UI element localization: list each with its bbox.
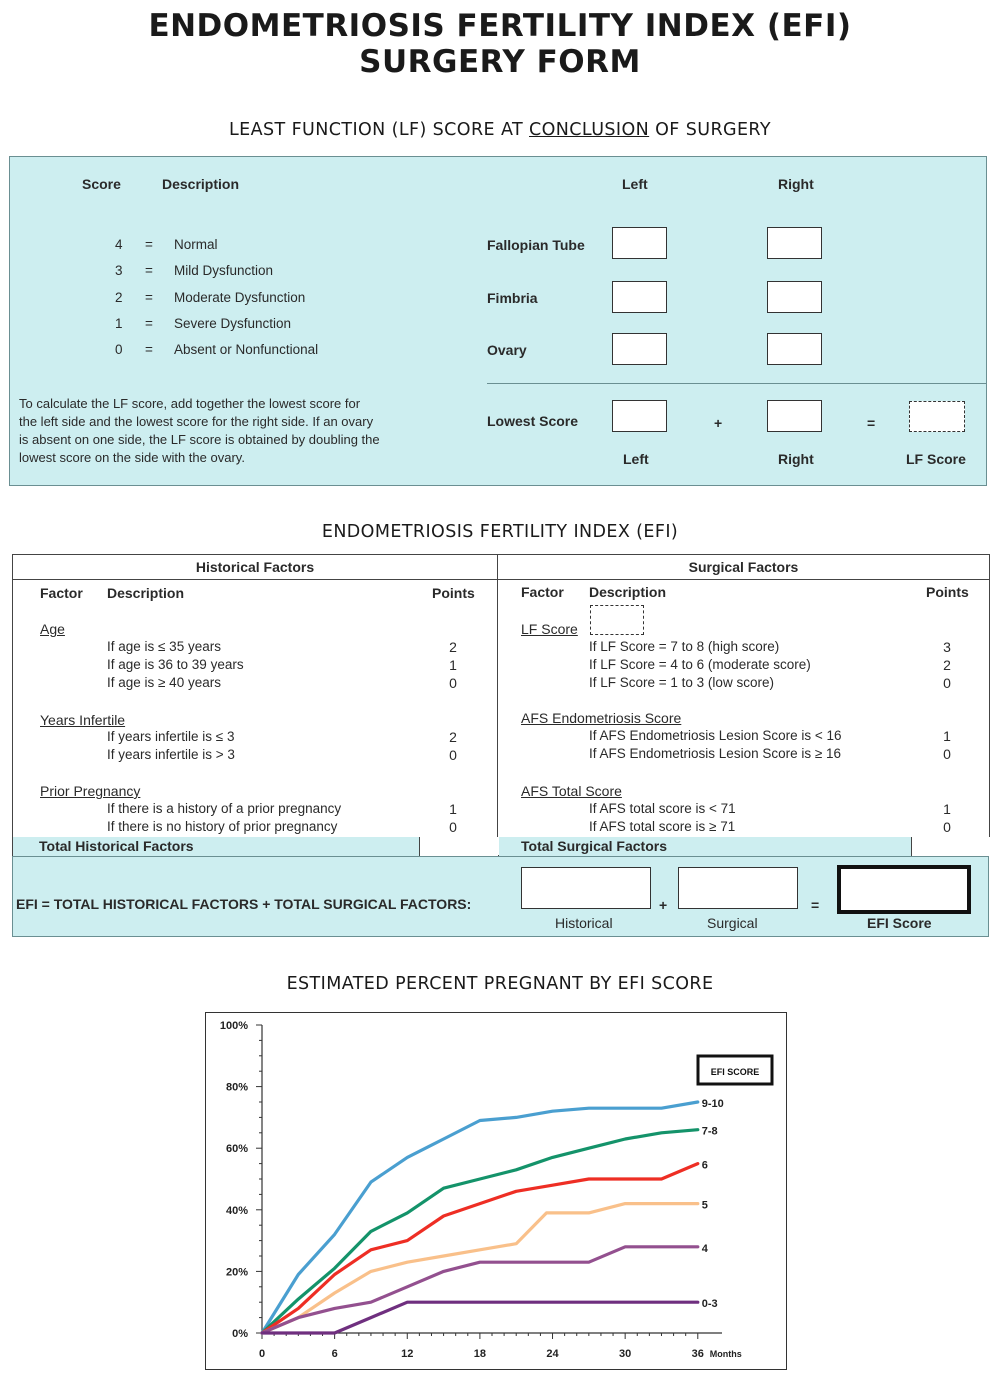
surgical-col-points: Points <box>926 584 969 600</box>
factor-lf-score: LF Score <box>521 621 578 637</box>
efi-score-input[interactable] <box>837 865 971 914</box>
series-label-0-3: 0-3 <box>701 1298 718 1311</box>
efi-section-heading: ENDOMETRIOSIS FERTILITY INDEX (EFI) <box>321 522 679 542</box>
fallopian-tube-right-input[interactable] <box>767 227 822 259</box>
ovary-right-input[interactable] <box>767 333 822 365</box>
factor-description: If there is no history of prior pregnancy <box>107 819 338 834</box>
efi-header-divider <box>13 579 989 580</box>
historical-col-points: Points <box>432 585 475 601</box>
organ-fimbria: Fimbria <box>487 290 538 306</box>
organ-ovary: Ovary <box>487 342 527 358</box>
lf-instructions <box>19 395 380 467</box>
efi-historical-label: Historical <box>555 915 613 931</box>
x-tick-label: 0 <box>258 1348 266 1360</box>
factor-description: If age is ≥ 40 years <box>107 675 221 690</box>
score-num: 2 <box>115 290 123 305</box>
factor-points: 3 <box>943 639 951 655</box>
score-eq: = <box>145 316 153 331</box>
score-desc: Moderate Dysfunction <box>174 290 306 305</box>
score-desc: Mild Dysfunction <box>174 263 274 278</box>
score-num: 1 <box>115 316 123 331</box>
factor-points: 2 <box>449 729 457 745</box>
lf-heading-text: LEAST FUNCTION (LF) SCORE AT <box>229 120 530 140</box>
efi-historical-input[interactable] <box>521 867 651 909</box>
series-line-5 <box>262 1204 698 1333</box>
efi-surgical-input[interactable] <box>678 867 798 909</box>
chart-title: ESTIMATED PERCENT PREGNANT BY EFI SCORE <box>286 974 714 994</box>
total-surgical-factors-input[interactable] <box>911 837 990 856</box>
lf-divider <box>487 383 986 384</box>
legend-title: EFI SCORE <box>710 1067 760 1077</box>
factor-age: Age <box>40 621 65 637</box>
lf-plus-sign: + <box>714 415 723 431</box>
lf-section-heading <box>0 120 1000 140</box>
surgical-col-factor: Factor <box>521 584 564 600</box>
lowest-score-left-input[interactable] <box>612 400 667 432</box>
lf-equals-sign: = <box>867 415 876 431</box>
lowest-score-label: Lowest Score <box>487 413 579 429</box>
factor-description: If LF Score = 7 to 8 (high score) <box>589 639 780 654</box>
y-tick-label: 60% <box>225 1143 248 1156</box>
x-tick-label: 24 <box>546 1348 559 1360</box>
total-surgical-factors-label: Total Surgical Factors <box>499 837 911 856</box>
lowest-score-right-input[interactable] <box>767 400 822 432</box>
factor-points: 2 <box>449 639 457 655</box>
series-line-4 <box>262 1247 698 1333</box>
historical-factors-title: Historical Factors <box>195 559 315 575</box>
factor-years-infertile: Years Infertile <box>40 712 126 728</box>
lf-instructions-line: lowest score on the side with the ovary. <box>19 450 245 465</box>
efi-column-divider <box>497 555 498 855</box>
factor-description: If AFS Endometriosis Lesion Score is < 16 <box>589 728 842 743</box>
page-title-line2: SURGERY FORM <box>359 44 641 80</box>
score-num: 3 <box>115 263 123 278</box>
factor-description: If years infertile is > 3 <box>107 747 235 762</box>
lf-col-score: Score <box>82 176 121 192</box>
lf-heading-underlined: CONCLUSION <box>529 120 650 140</box>
factor-points: 0 <box>449 747 457 763</box>
pregnancy-chart <box>206 1013 786 1369</box>
factor-description: If age is ≤ 35 years <box>107 639 221 654</box>
factor-description: If LF Score = 1 to 3 (low score) <box>589 675 774 690</box>
x-axis-label: Months <box>709 1349 742 1359</box>
factor-description: If years infertile is ≤ 3 <box>107 729 235 744</box>
x-tick-label: 18 <box>473 1348 487 1360</box>
lf-col-left: Left <box>622 176 648 192</box>
lf-panel <box>9 156 987 486</box>
x-tick-label: 30 <box>619 1348 632 1360</box>
factor-description: If AFS total score is < 71 <box>589 801 736 816</box>
score-desc: Normal <box>174 237 218 252</box>
factor-points: 0 <box>449 819 457 835</box>
efi-factors-table <box>12 554 990 856</box>
score-eq: = <box>145 237 153 252</box>
lf-instructions-line: the left side and the lowest score for the right side. If an ovary <box>19 414 374 429</box>
factor-points: 0 <box>449 675 457 691</box>
factor-afs-total-score: AFS Total Score <box>521 783 622 799</box>
series-label-5: 5 <box>701 1199 708 1212</box>
y-tick-label: 100% <box>219 1020 248 1032</box>
factor-prior-pregnancy: Prior Pregnancy <box>40 783 141 799</box>
lf-instructions-line: To calculate the LF score, add together the lowest score for <box>19 396 361 411</box>
lf-instructions-line: is absent on one side, the LF score is obtained by doubling the <box>19 432 380 447</box>
lf-col-right: Right <box>778 176 814 192</box>
series-label-7-8: 7-8 <box>701 1125 718 1138</box>
chart-frame <box>205 1012 787 1370</box>
series-label-4: 4 <box>701 1242 708 1255</box>
score-num: 0 <box>115 342 123 357</box>
lf-score-label: LF Score <box>906 451 966 467</box>
total-historical-factors-input[interactable] <box>419 837 498 856</box>
score-eq: = <box>145 263 153 278</box>
y-tick-label: 80% <box>225 1081 248 1094</box>
factor-points: 1 <box>943 801 951 817</box>
efi-plus-sign: + <box>659 897 668 913</box>
organ-fallopian-tube: Fallopian Tube <box>487 237 585 253</box>
efi-equals-sign: = <box>811 897 820 913</box>
ovary-left-input[interactable] <box>612 333 667 365</box>
score-desc: Severe Dysfunction <box>174 316 292 331</box>
efi-formula-text: EFI = TOTAL HISTORICAL FACTORS + TOTAL SURGICAL FACTORS: <box>16 896 472 912</box>
factor-points: 1 <box>449 801 457 817</box>
fimbria-right-input[interactable] <box>767 281 822 313</box>
lf-score-carry-input[interactable] <box>590 605 644 635</box>
y-tick-label: 0% <box>232 1328 248 1340</box>
page-title-line1: ENDOMETRIOSIS FERTILITY INDEX (EFI) <box>148 8 852 44</box>
factor-points: 1 <box>943 728 951 744</box>
historical-col-factor: Factor <box>40 585 83 601</box>
surgical-factors-title: Surgical Factors <box>688 559 799 575</box>
factor-description: If there is a history of a prior pregnancy <box>107 801 342 816</box>
score-desc: Absent or Nonfunctional <box>174 342 319 357</box>
lf-heading-text-end: OF SURGERY <box>649 120 771 140</box>
factor-description: If age is 36 to 39 years <box>107 657 244 672</box>
page-title <box>0 8 1000 80</box>
total-historical-factors-label: Total Historical Factors <box>13 837 419 856</box>
efi-surgical-label: Surgical <box>707 915 758 931</box>
series-line-0-3 <box>262 1302 698 1333</box>
factor-description: If AFS Endometriosis Lesion Score is ≥ 16 <box>589 746 842 761</box>
factor-points: 2 <box>943 657 951 673</box>
score-eq: = <box>145 342 153 357</box>
factor-points: 0 <box>943 819 951 835</box>
series-label-6: 6 <box>701 1159 708 1172</box>
fimbria-left-input[interactable] <box>612 281 667 313</box>
lf-col-description: Description <box>162 176 240 192</box>
factor-afs-endometriosis-score: AFS Endometriosis Score <box>521 710 682 726</box>
factor-description: If AFS total score is ≥ 71 <box>589 819 736 834</box>
y-tick-label: 40% <box>225 1204 248 1217</box>
x-tick-label: 36 <box>691 1348 704 1360</box>
efi-score-label: EFI Score <box>867 915 932 931</box>
score-num: 4 <box>115 237 123 252</box>
lowest-left-label: Left <box>623 451 649 467</box>
factor-points: 1 <box>449 657 457 673</box>
series-label-9-10: 9-10 <box>701 1098 724 1110</box>
factor-points: 0 <box>943 675 951 691</box>
lowest-right-label: Right <box>778 451 814 467</box>
x-tick-label: 12 <box>401 1348 414 1360</box>
score-eq: = <box>145 290 153 305</box>
fallopian-tube-left-input[interactable] <box>612 227 667 259</box>
surgical-col-description: Description <box>589 584 667 600</box>
x-tick-label: 6 <box>331 1348 338 1360</box>
efi-formula-panel <box>12 856 989 937</box>
lf-score-result-input[interactable] <box>909 401 965 432</box>
factor-points: 0 <box>943 746 951 762</box>
factor-description: If LF Score = 4 to 6 (moderate score) <box>589 657 811 672</box>
y-tick-label: 20% <box>225 1266 248 1279</box>
historical-col-description: Description <box>107 585 185 601</box>
